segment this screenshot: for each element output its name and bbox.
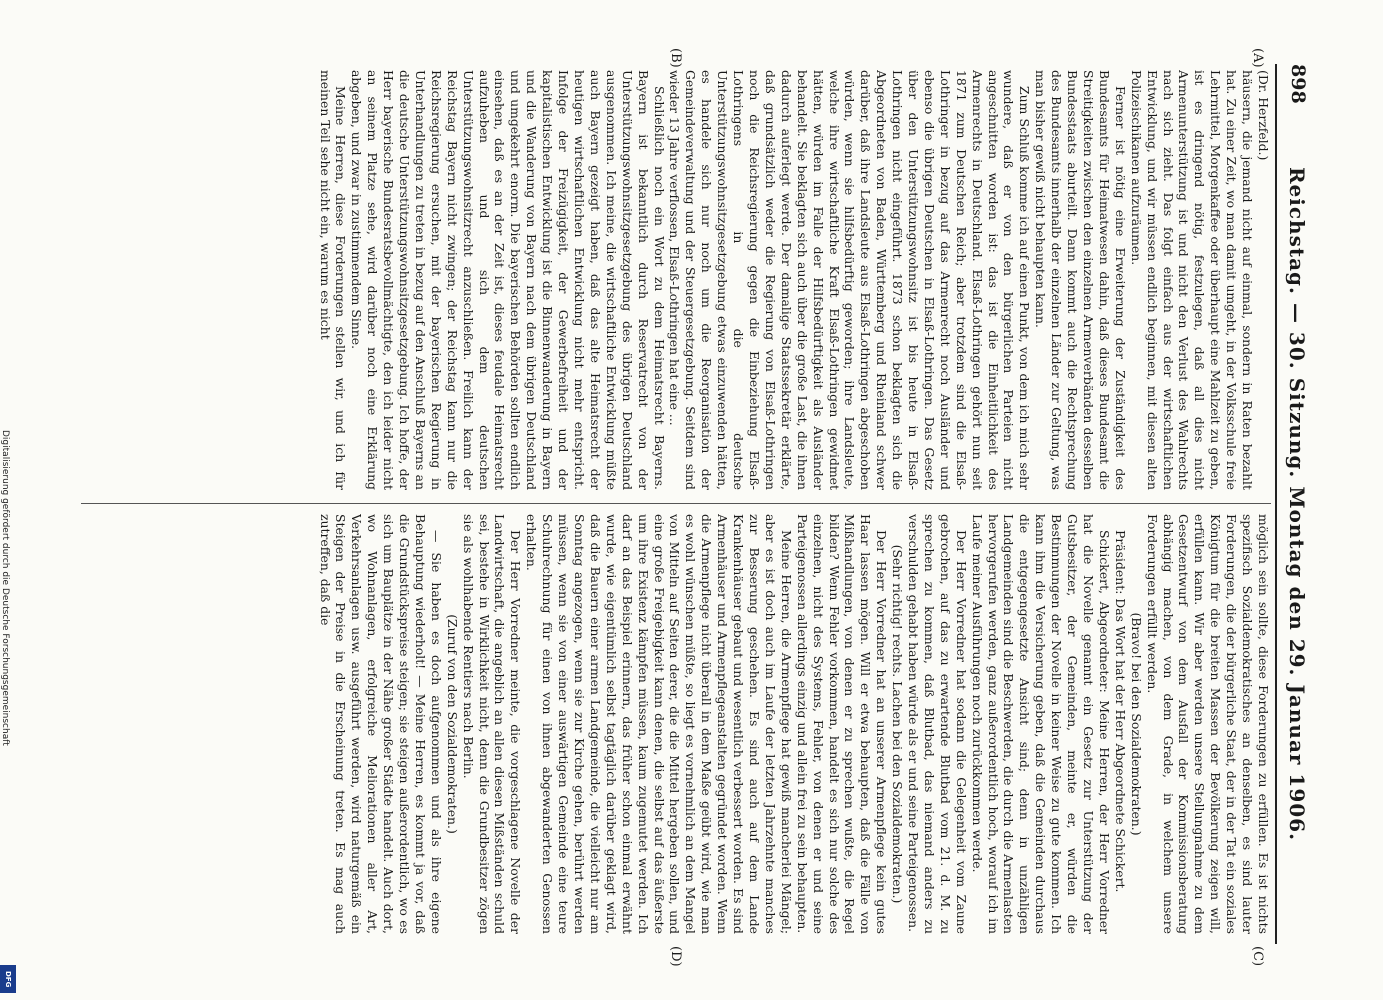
paragraph: Präsident: Das Wort hat der Herr Abgeordnete Schickert. (1112, 530, 1128, 893)
paragraph: häusern, die jemand nicht auf einmal, sondern in Raten bezahlt hat. Zu einer Zeit, wo man damit umgeht, in der Volksschule freie Lehrmittel, Morgenkaffee oder überhaupt eine Mahlzeit zu geben, ist es dringend nötig, festzulegen, daß all dies nicht Armenunterstützung ist und nicht den Verlust des Wahlrechts nach sich zieht. Das folgt einfach aus der wirtschaftlichen Entwicklung, und wir müssen endlich beginnen, mit diesen alten Polizeischikanen aufzuräumen. (1128, 70, 1256, 490)
paragraph: Der Herr Vorredner hat an unserer Armenpflege kein gutes Haar lassen mögen. Will er etwa behaupten, daß die Fälle von Mißhandlungen, von denen er zu sprechen wußte, die Regel bilden? Wenn Fehler vorkommen, handelt es sich nur solche des einzelnen, nicht des Systems, Fehler, von denen er und seine Parteigenossen allerdings einzig und allein frei zu sein behaupten. (794, 514, 890, 934)
paragraph: Schließlich noch ein Wort zu dem Heimatsrecht Bayerns. Bayern ist bekanntlich durch Reservatrecht von der Unterstützungswohnsitzgesetzgebung des übrigen Deutschland ausgenommen. Ich meine, die wirtschaftliche Entwicklung müßte auch Bayern gezeigt haben, daß das alte Heimatsrecht der heutigen wirtschaftlichen Entwicklung nicht mehr entspricht. Infolge der Freizügigkeit, der Gewerbefreiheit und der kapitalistischen Entwicklung ist die Binnenwanderung in Bayern und die Wanderung von Bayern nach dem übrigen Deutschland und umgekehrt enorm. Die bayerischen Behörden sollten endlich einsehen, daß es an der Zeit ist, dieses feudale Heimatsrecht aufzuheben und sich dem deutschen Unterstützungswohnsitzrecht anzuschließen. Freilich kann der Reichstag Bayern nicht zwingen; der Reichstag kann nur die Reichsregierung ersuchen, mit der bayerischen Regierung in Unterhandlungen zu treten in bezug auf den Anschluß Bayerns an die deutsche Unterstützungswohnsitzgesetzgebung. Ich hoffe, der Herr bayerische Bundesratsbevollmächtigte, den ich leider nicht an seinem Platze sehe, wird darüber noch eine Erklärung abgeben, und zwar in zustimmendem Sinne. (349, 70, 667, 490)
paragraph: Meine Herren, die Armenpflege hat gewiß mancherlei Mängel; aber es ist doch auch im Laufe der letzten Jahrzehnte manches zur Besserung geschehen. Es sind auch auf dem Lande Krankenhäuser gebaut und wesentlich verbessert worden. Es sind Armenhäuser und Armenpflegeanstalten gegründet worden. Wenn die Armenpflege nicht überall in dem Maße geübt wird, wie man es wohl wünschen müßte, so liegt es vornehmlich an dem Mangel von Mitteln auf Seiten derer, die die Mittel hergeben sollen, und eine große Freigebigkeit kann denen, die selbst auf das äußerste um ihre Existenz kämpfen müssen, kaum zugemutet werden. Ich darf an das Beispiel erinnern, das früher schon einmal erwähnt wurde, wie eigentümlich selbst tagtäglich darüber geklagt wird, daß die Bauern einer armen Landgemeinde, die vielleicht nur am Sonntag angezogen, wenn sie zur Kirche gehen, berührt werden müssen, wenn sie von einer auswärtigen Gemeinde eine teure Schuhrechnung für einen von ihnen abgewanderten Genossen erhalten. (524, 514, 794, 934)
margin-mark-c: (C) (1250, 946, 1265, 967)
paragraph: (Dr. Herzfeld.) (1256, 70, 1271, 161)
paragraph: Meine Herren, diese Forderungen stellen wir, und ich für meinen Teil sehe nicht ein, warum es nicht (317, 70, 349, 490)
paragraph: Der Herr Vorredner hat sodann die Gelegenheit vom Zaune gebrochen, auf das zu erwartende Blutbad vom 21. d. M. zu sprechen zu kommen, daß Blutbad, das niemand anders zu verschulden gehabt haben würde als er und seine Parteigenossen. (906, 514, 969, 934)
dfg-logo: DFG (0, 965, 16, 993)
paragraph: Schickert, Abgeordneter: Meine Herren, der Herr Vorredner hat die Novelle genannt ein Gesetz zur Unterstützung der Gutsbesitzer, der Gemeinden, meinte er, würden die Bestimmungen der Novelle in keiner Weise zu gute kommen. Ich kann ihm die Versicherung geben, daß die Gemeinden durchaus die entgegengesetzte Ansicht sind; denn in unzähligen Landgemeinden sind die Beschwerden, die durch die Armenlasten hervorgerufen werden, ganz außerordentlich hoch, worauf ich im Laufe meiner Ausführungen noch zurückkommen werde. (969, 514, 1112, 934)
paragraph: — Sie haben es doch aufgenommen und als ihre eigene Behauptung wiederholt! — Meine Herren, es kommt ja vor, daß die Grundstückspreise steigen; sie steigen außerordentlich, wo es sich um Bauplätze in der Nähe großer Städte handelt. Auch dort, wo Wohnanlagen, erfolgreiche Meliorationen aller Art, Verkehrsanlagen usw. ausgeführt werden, wird naturgemäß ein Steigen der Preise in die Erscheinung treten. Es mag auch zutreffen, daß die (317, 514, 444, 934)
column-divider (81, 503, 1271, 504)
running-title: Reichstag. — 30. Sitzung. Montag den 29. Januar 1906. (1285, 166, 1309, 842)
page-header (1283, 64, 1313, 944)
digitization-note: Digitalisierung gefördert durch die Deutsche Forschungsgemeinschaft (0, 430, 10, 746)
paragraph: (Sehr richtig! rechts. Lachen bei den Sozialdemokraten.) (890, 544, 906, 904)
page-number: 898 (1287, 64, 1309, 104)
margin-mark-b: (B) (668, 48, 683, 68)
paragraph: möglich sein sollte, diese Forderungen zu erfüllen. Es ist nichts spezifisch Sozialdemokratisches an denselben, es sind lauter Forderungen, die der bürgerliche Staat, der in der Tat ein soziales Königtum für die breiten Massen der Bevölkerung zeigen will, erfüllen kann. Wir aber werden unsere Stellungnahme zu dem Gesetzentwurf von dem Ausfall der Kommissionsberatung abhängig machen, von dem Grade, in welchem unsere Forderungen erfüllt werden. (1144, 514, 1271, 934)
paragraph: Der Herr Vorredner meinte, die vorgeschlagene Novelle der Landwirtschaft, die angeblich an allen diesen Mißständen schuld sei, bestehe in Wirklichkeit nicht, denn die Grundbesitzer zögen sie als wohlhabende Rentiers nach Berlin. (460, 514, 524, 934)
margin-mark-d: (D) (668, 946, 683, 967)
paragraph: Ferner ist nötig eine Erweiterung der Zuständigkeit des Bundesamts für Heimatwesen dahin, daß dieses Bundesamt die Streitigkeiten zwischen den einzelnen Armenverbänden desselben Bundesstaats aburteilt. Dann kommt auch die Rechtsprechung des Bundesamts innerhalb der einzelnen Länder zur Geltung, was man bisher gewiß nicht behaupten kann. (1033, 70, 1128, 490)
margin-mark-a: (A) (1250, 48, 1265, 68)
paragraph: (Zuruf von den Sozialdemokraten.) (444, 614, 460, 834)
paragraph: Zum Schluß komme ich auf einen Punkt, von dem ich mich sehr wundere, daß er von den bürgerlichen Parteien nicht angeschnitten worden ist: das ist die Einheitlichkeit des Armenrechts in Deutschland. Elsaß-Lothringen gehört nun seit 1871 zum Deutschen Reich; aber trotzdem sind die Elsaß-Lothringer in bezug auf das Armenrecht noch Ausländer und ebenso die übrigen Deutschen in Elsaß-Lothringen. Das Gesetz über den Unterstützungswohnsitz ist bis heute in Elsaß-Lothringen nicht eingeführt. 1873 schon beklagten sich die Abgeordneten von Baden, Württemberg und Rheinland schwer darüber, daß ihre Landsleute aus Elsaß-Lothringen abgeschoben würden, wenn sie hilfsbedürftig geworden; ihre Landsleute, welche ihre wirtschaftliche Kraft Elsaß-Lothringen gewidmet hätten, würden im Falle der Hilfsbedürftigkeit als Ausländer behandelt. Sie beklagten sich auch über die große Last, die ihnen dadurch auferlegt werde. Der damalige Staatssekretär erklärte, daß grundsätzlich weder die Regierung von Elsaß-Lothringen noch die Reichsregierung gegen die Einbeziehung Elsaß-Lothringens in die deutsche Unterstützungswohnsitzgesetzgebung etwas einzuwenden hätten, es handele sich nur noch um die Reorganisation der Gemeindeverwaltung und der Steuergesetzgebung. Seitdem sind wieder 13 Jahre verflossen, Elsaß-Lothringen hat eine ... (667, 70, 1033, 490)
header-rule (1275, 64, 1277, 944)
paragraph: (Bravo! bei den Sozialdemokraten.) (1128, 612, 1144, 836)
left-text-column (81, 70, 1271, 490)
right-text-column (81, 514, 1271, 934)
